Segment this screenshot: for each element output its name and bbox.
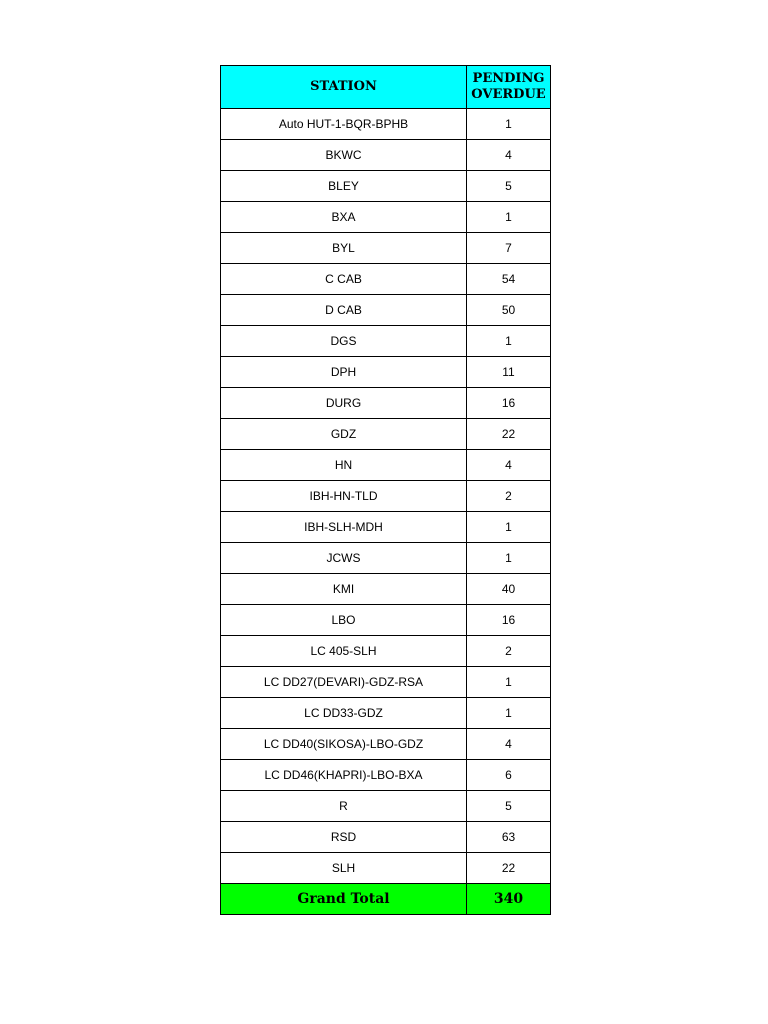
pending-cell: 2 — [467, 481, 551, 512]
table-row — [221, 791, 551, 822]
pending-cell: 4 — [467, 140, 551, 171]
pending-cell: 50 — [467, 295, 551, 326]
station-cell: RSD — [221, 822, 467, 853]
pending-cell: 22 — [467, 853, 551, 884]
pending-cell: 4 — [467, 729, 551, 760]
station-cell: BYL — [221, 233, 467, 264]
pending-header-line1: PENDING — [472, 71, 545, 86]
table-row — [221, 605, 551, 636]
station-cell: LC DD27(DEVARI)-GDZ-RSA — [221, 667, 467, 698]
pending-cell: 4 — [467, 450, 551, 481]
table-row — [221, 760, 551, 791]
pending-cell: 1 — [467, 326, 551, 357]
pending-cell: 7 — [467, 233, 551, 264]
pending-cell: 22 — [467, 419, 551, 450]
table-row — [221, 233, 551, 264]
pending-cell: 11 — [467, 357, 551, 388]
table-body — [221, 109, 551, 884]
table-row — [221, 419, 551, 450]
grand-total-row — [221, 884, 551, 915]
station-cell: D CAB — [221, 295, 467, 326]
table-row — [221, 822, 551, 853]
pending-cell: 1 — [467, 698, 551, 729]
station-cell: IBH-HN-TLD — [221, 481, 467, 512]
grand-total-value: 340 — [467, 884, 551, 915]
station-cell: KMI — [221, 574, 467, 605]
table-row — [221, 853, 551, 884]
header-row — [221, 66, 551, 109]
station-cell: LC DD40(SIKOSA)-LBO-GDZ — [221, 729, 467, 760]
table-row — [221, 171, 551, 202]
pending-cell: 16 — [467, 388, 551, 419]
pending-cell: 63 — [467, 822, 551, 853]
table-row — [221, 109, 551, 140]
station-cell: BXA — [221, 202, 467, 233]
station-cell: SLH — [221, 853, 467, 884]
pending-cell: 2 — [467, 636, 551, 667]
table-row — [221, 264, 551, 295]
station-cell: C CAB — [221, 264, 467, 295]
table-row — [221, 295, 551, 326]
pending-cell: 5 — [467, 791, 551, 822]
station-cell: BLEY — [221, 171, 467, 202]
pending-cell: 1 — [467, 543, 551, 574]
table-row — [221, 450, 551, 481]
table-row — [221, 357, 551, 388]
table-row — [221, 481, 551, 512]
station-cell: BKWC — [221, 140, 467, 171]
station-cell: HN — [221, 450, 467, 481]
table-row — [221, 140, 551, 171]
table-row — [221, 543, 551, 574]
pending-cell: 5 — [467, 171, 551, 202]
station-cell: LC DD46(KHAPRI)-LBO-BXA — [221, 760, 467, 791]
pending-overdue-column-header — [467, 66, 551, 109]
pending-cell: 1 — [467, 512, 551, 543]
pending-cell: 1 — [467, 667, 551, 698]
table-row — [221, 574, 551, 605]
station-cell: LC DD33-GDZ — [221, 698, 467, 729]
table-row — [221, 729, 551, 760]
pending-cell: 6 — [467, 760, 551, 791]
table-row — [221, 326, 551, 357]
station-cell: Auto HUT-1-BQR-BPHB — [221, 109, 467, 140]
table-row — [221, 667, 551, 698]
table-row — [221, 512, 551, 543]
station-column-header: STATION — [221, 66, 467, 109]
table-row — [221, 698, 551, 729]
station-cell: IBH-SLH-MDH — [221, 512, 467, 543]
pending-header-line2: OVERDUE — [471, 87, 546, 102]
table-row — [221, 636, 551, 667]
station-cell: R — [221, 791, 467, 822]
grand-total-label: Grand Total — [221, 884, 467, 915]
table-row — [221, 388, 551, 419]
station-cell: LC 405-SLH — [221, 636, 467, 667]
station-cell: DPH — [221, 357, 467, 388]
pending-cell: 54 — [467, 264, 551, 295]
station-cell: DGS — [221, 326, 467, 357]
station-cell: DURG — [221, 388, 467, 419]
station-cell: JCWS — [221, 543, 467, 574]
pending-cell: 40 — [467, 574, 551, 605]
pending-overdue-table — [220, 65, 551, 915]
table-row — [221, 202, 551, 233]
station-cell: GDZ — [221, 419, 467, 450]
pending-cell: 1 — [467, 109, 551, 140]
pending-cell: 16 — [467, 605, 551, 636]
station-cell: LBO — [221, 605, 467, 636]
pending-cell: 1 — [467, 202, 551, 233]
